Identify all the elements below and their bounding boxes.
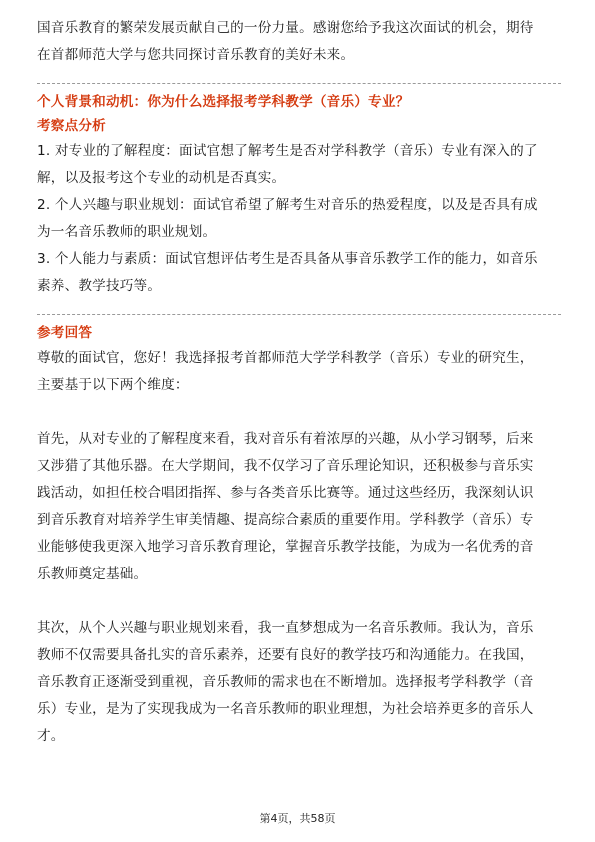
- analysis-line: 1. 对专业的了解程度：面试官想了解考生是否对学科教学（音乐）专业有深入的了: [37, 143, 538, 159]
- answer-paragraph: [37, 615, 561, 750]
- analysis-item: [37, 246, 561, 300]
- paragraph-gap: [37, 399, 561, 426]
- page-footer: 第4页，共58页: [259, 812, 336, 825]
- analysis-line: 素养、教学技巧等。: [37, 278, 162, 294]
- analysis-item: [37, 138, 561, 192]
- answer-line: 业能够使我更深入地学习音乐教育理论，掌握音乐教学技能，为成为一名优秀的音: [37, 539, 534, 555]
- answer-line: 其次，从个人兴趣与职业规划来看，我一直梦想成为一名音乐教师。我认为，音乐: [37, 620, 534, 636]
- analysis-list: [37, 138, 561, 300]
- answer-line: 教师不仅需要具备扎实的音乐素养，还要有良好的教学技巧和沟通能力。在我国，: [37, 647, 534, 663]
- answer-line: 又涉猎了其他乐器。在大学期间，我不仅学习了音乐理论知识，还积极参与音乐实: [37, 458, 534, 474]
- answer-line: 首先，从对专业的了解程度来看，我对音乐有着浓厚的兴趣，从小学习钢琴，后来: [37, 431, 534, 447]
- answer-paragraph: [37, 345, 561, 399]
- answer-line: 乐）专业，是为了实现我成为一名音乐教师的职业理想，为社会培养更多的音乐人: [37, 701, 534, 717]
- answer-line: 尊敬的面试官，您好！我选择报考首都师范大学学科教学（音乐）专业的研究生，: [37, 350, 534, 366]
- answer-line: 音乐教育正逐渐受到重视，音乐教师的需求也在不断增加。选择报考学科教学（音: [37, 674, 534, 690]
- analysis-line: 2. 个人兴趣与职业规划：面试官希望了解考生对音乐的热爱程度，以及是否具有成: [37, 197, 538, 213]
- intro-paragraph: [37, 15, 561, 69]
- answer-label: 参考回答: [37, 325, 93, 341]
- answer-body: [37, 345, 561, 750]
- analysis-line: 3. 个人能力与素质：面试官想评估考生是否具备从事音乐教学工作的能力，如音乐: [37, 251, 538, 267]
- analysis-line: 解，以及报考这个专业的动机是否真实。: [37, 170, 286, 186]
- answer-line: 乐教师奠定基础。: [37, 566, 148, 582]
- section-divider: [37, 314, 561, 315]
- analysis-line: 为一名音乐教师的职业规划。: [37, 224, 217, 240]
- answer-line: 到音乐教育对培养学生审美情趣、提高综合素质的重要作用。学科教学（音乐）专: [37, 512, 534, 528]
- intro-line: 国音乐教育的繁荣发展贡献自己的一份力量。感谢您给予我这次面试的机会，期待: [37, 20, 534, 36]
- paragraph-gap: [37, 588, 561, 615]
- document-page: [37, 0, 561, 750]
- section-divider: [37, 83, 561, 84]
- analysis-item: [37, 192, 561, 246]
- analysis-label: 考察点分析: [37, 118, 106, 134]
- question-heading: 个人背景和动机：你为什么选择报考学科教学（音乐）专业？: [37, 94, 410, 110]
- answer-paragraph: [37, 426, 561, 588]
- answer-line: 主要基于以下两个维度：: [37, 377, 189, 393]
- answer-line: 才。: [37, 728, 65, 744]
- answer-line: 践活动，如担任校合唱团指挥、参与各类音乐比赛等。通过这些经历，我深刻认识: [37, 485, 534, 501]
- intro-line: 在首都师范大学与您共同探讨音乐教育的美好未来。: [37, 47, 355, 63]
